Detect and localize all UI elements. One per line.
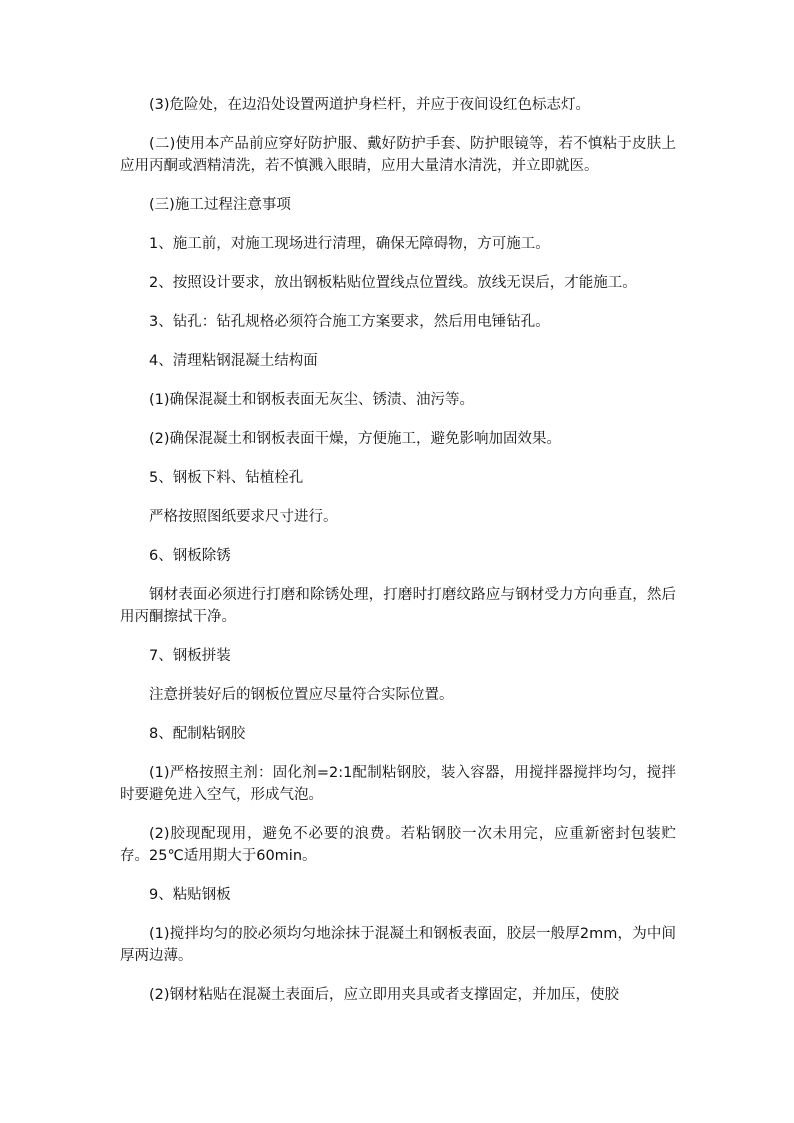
paragraph-20: (1)搅拌均匀的胶必须均匀地涂抹于混凝土和钢板表面，胶层一般厚2mm，为中间厚两边薄。 — [120, 926, 676, 964]
paragraph-21: (2)钢材粘贴在混凝土表面后，应立即用夹具或者支撑固定，并加压，使胶 — [149, 987, 620, 1003]
document-body — [120, 94, 676, 1023]
item-heading-4: 4、清理粘钢混凝土结构面 — [149, 353, 318, 369]
paragraph-4: 1、施工前，对施工现场进行清理，确保无障碍物，方可施工。 — [149, 236, 550, 252]
paragraph-9: (2)确保混凝土和钢板表面干燥，方便施工，避免影响加固效果。 — [149, 431, 562, 447]
paragraph-13: 钢材表面必须进行打磨和除锈处理，打磨时打磨纹路应与钢材受力方向垂直，然后用丙酮擦拭干净。 — [120, 587, 676, 625]
paragraph-15: 注意拼装好后的钢板位置应尽量符合实际位置。 — [149, 687, 454, 703]
section-heading-3: (三)施工过程注意事项 — [149, 197, 291, 213]
paragraph-17: (1)严格按照主剂：固化剂=2:1配制粘钢胶，装入容器，用搅拌器搅拌均匀，搅拌时要避免进入空气，形成气泡。 — [120, 765, 676, 803]
item-heading-6: 6、钢板除锈 — [149, 548, 231, 564]
item-heading-5: 5、钢板下料、钻植栓孔 — [149, 470, 304, 486]
paragraph-2: (二)使用本产品前应穿好防护服、戴好防护手套、防护眼镜等，若不慎粘于皮肤上应用丙酮或酒精清洗，若不慎溅入眼睛，应用大量清水清洗，并立即就医。 — [120, 136, 676, 174]
item-heading-9: 9、粘贴钢板 — [149, 887, 231, 903]
item-heading-8: 8、配制粘钢胶 — [149, 726, 246, 742]
paragraph-18: (2)胶现配现用，避免不必要的浪费。若粘钢胶一次未用完，应重新密封包装贮存。25℃适用期大于60min。 — [120, 826, 676, 864]
paragraph-8: (1)确保混凝土和钢板表面无灰尘、锈渍、油污等。 — [149, 392, 475, 408]
paragraph-11: 严格按照图纸要求尺寸进行。 — [149, 509, 338, 525]
paragraph-1: (3)危险处，在边沿处设置两道护身栏杆，并应于夜间设红色标志灯。 — [149, 97, 591, 113]
item-heading-7: 7、钢板拼装 — [149, 648, 231, 664]
paragraph-6: 3、钻孔：钻孔规格必须符合施工方案要求，然后用电锤钻孔。 — [149, 314, 550, 330]
paragraph-5: 2、按照设计要求，放出钢板粘贴位置线点位置线。放线无误后，才能施工。 — [149, 275, 637, 291]
